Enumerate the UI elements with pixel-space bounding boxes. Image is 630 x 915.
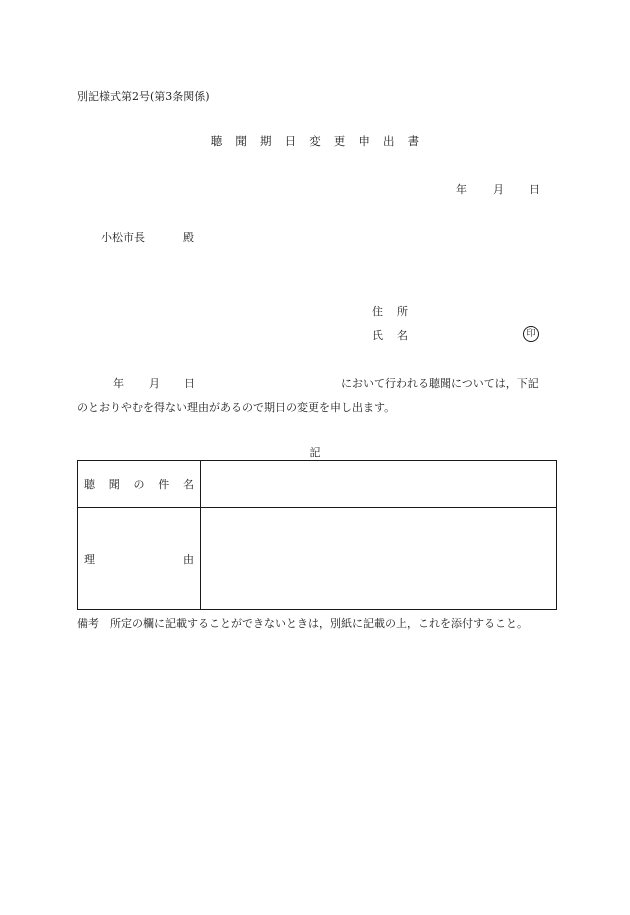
title-char: 変 [309, 134, 321, 148]
title-char: 申 [358, 134, 371, 148]
label-char: 件 [158, 478, 170, 491]
body-year: 年 [113, 377, 124, 390]
label-char: 聴 [84, 478, 95, 491]
body-day: 日 [184, 377, 195, 390]
title-char: 書 [407, 134, 420, 148]
reason-label [78, 508, 201, 610]
detail-table [77, 460, 557, 610]
title-char: 更 [333, 134, 346, 148]
date-day-label: 日 [529, 183, 540, 196]
form-number-label: 別記様式第2号(第3条関係) [77, 90, 210, 103]
table-row [78, 508, 557, 610]
reason-field[interactable] [201, 508, 557, 610]
address-label-char: 住 [372, 305, 383, 318]
date-year-label: 年 [456, 183, 467, 196]
title-char: 出 [383, 134, 395, 148]
address-label-char: 所 [397, 305, 408, 318]
hearing-subject-label [78, 461, 201, 508]
title-char: 聞 [235, 134, 247, 148]
title-char: 期 [259, 134, 272, 148]
title-char: 日 [284, 134, 297, 148]
name-label-char: 名 [397, 329, 408, 342]
label-char: 理 [84, 552, 95, 566]
seal-mark: 印 [523, 326, 539, 342]
addressee-honorific: 殿 [183, 231, 194, 244]
name-label-char: 氏 [372, 329, 383, 342]
ki-heading: 記 [309, 446, 321, 459]
hearing-subject-field[interactable] [201, 461, 557, 508]
date-month-label: 月 [493, 183, 504, 196]
addressee-name: 小松市長 [101, 231, 145, 244]
title-char: 聴 [210, 134, 223, 148]
label-char: 由 [183, 552, 194, 566]
label-char: 聞 [108, 478, 120, 491]
body-line2: のとおりやむを得ない理由があるので期日の変更を申し出ます。 [77, 401, 396, 414]
remarks-note: 備考 所定の欄に記載することができないときは，別紙に記載の上，これを添付すること。 [77, 617, 528, 630]
label-char: の [133, 478, 145, 491]
label-char: 名 [183, 478, 194, 491]
table-row [78, 461, 557, 508]
body-line1-tail: において行われる聴聞については，下記 [341, 377, 539, 390]
body-month: 月 [149, 377, 160, 390]
document-title [0, 133, 630, 149]
